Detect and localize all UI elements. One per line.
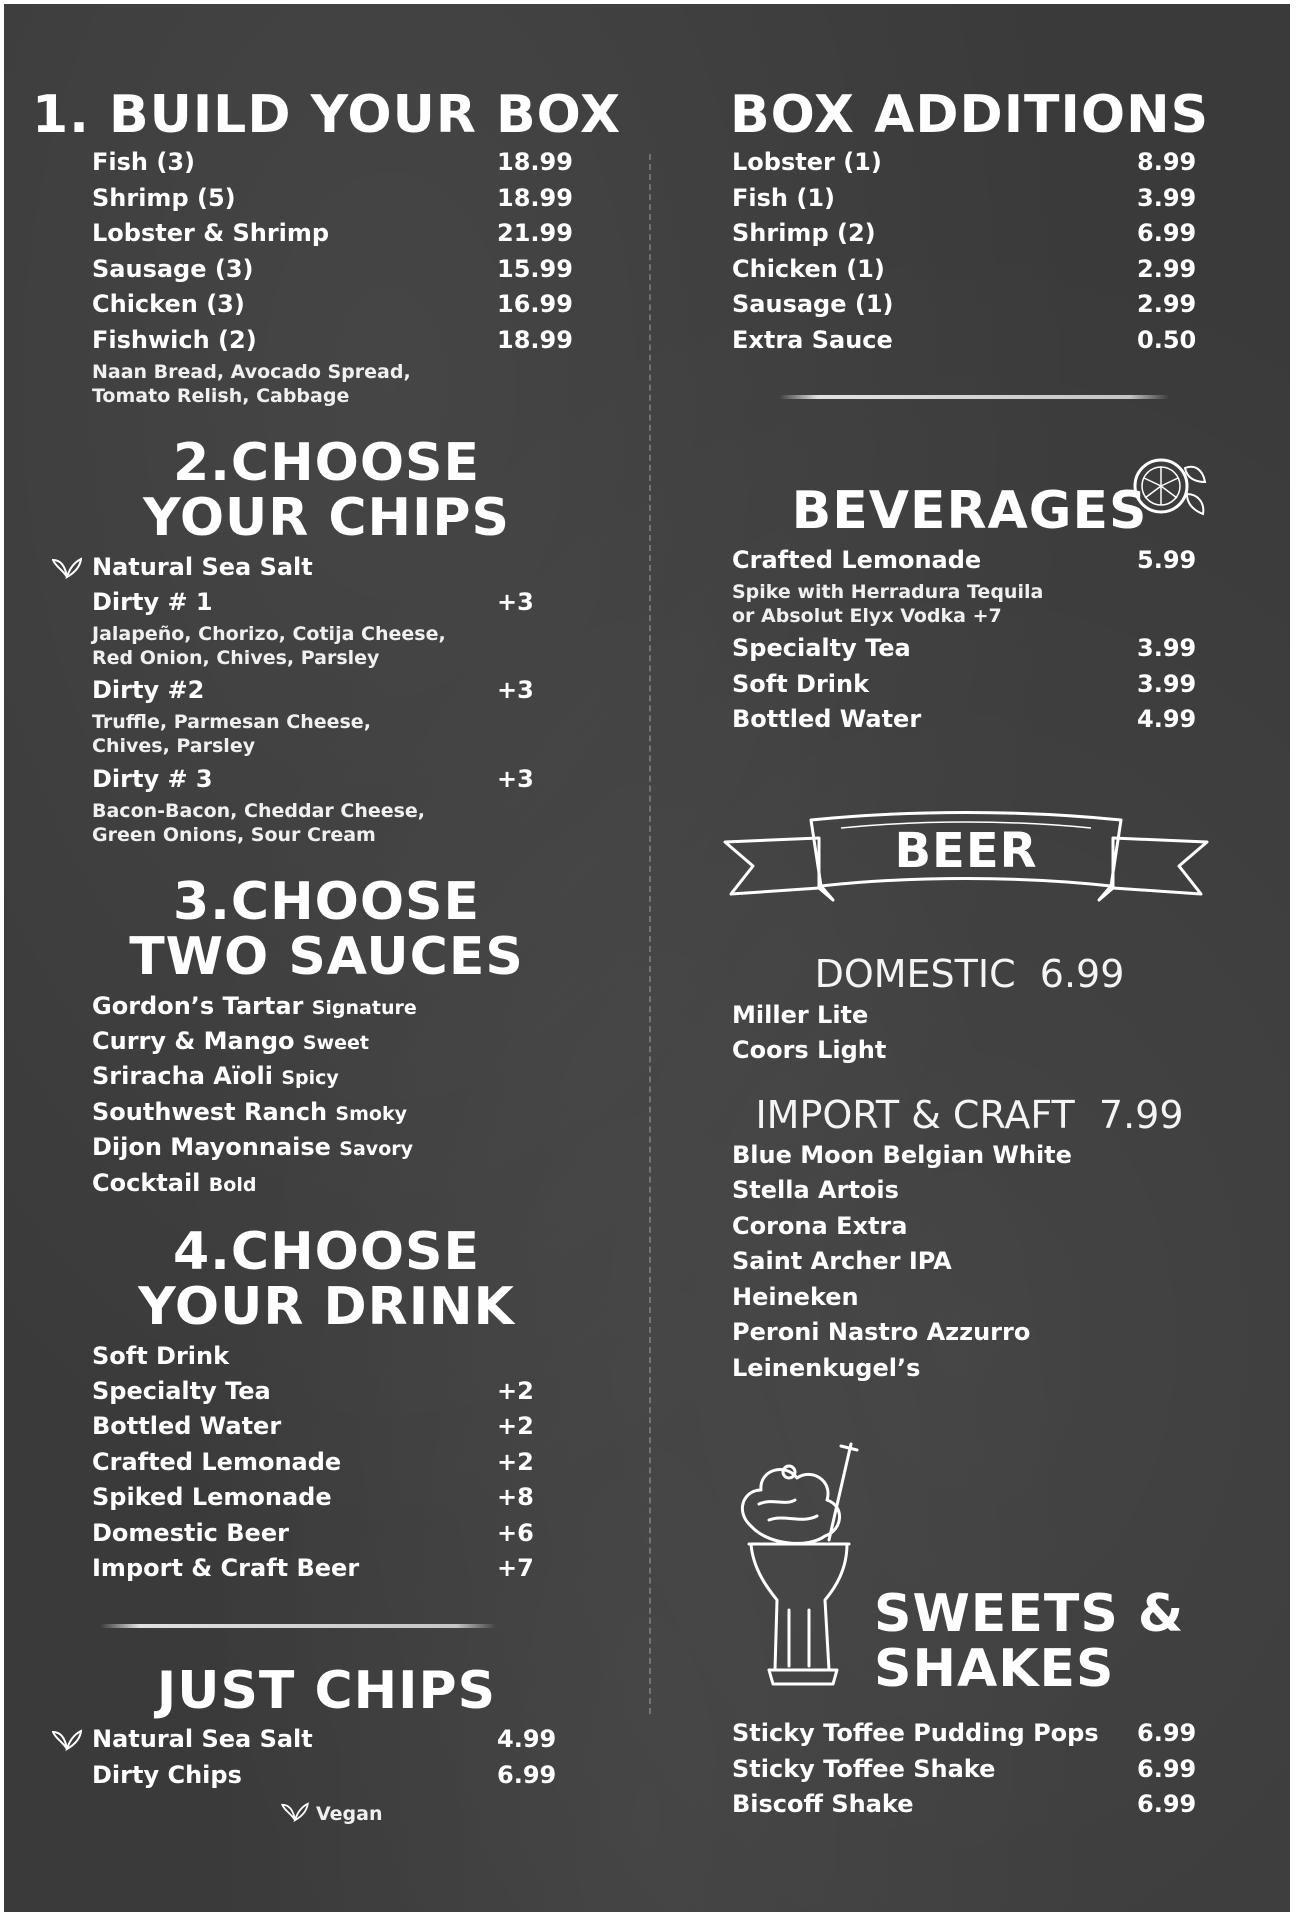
import-heading: [649, 1095, 1290, 1135]
leaf-icon: [281, 1802, 309, 1822]
menu-item: Natural Sea Salt: [92, 553, 313, 581]
menu-price: 4.99: [497, 1725, 557, 1753]
menu-price: 0.50: [1137, 326, 1197, 354]
menu-price: 3.99: [1137, 634, 1197, 662]
menu-item: Sticky Toffee Pudding Pops: [732, 1719, 1099, 1747]
beer-item: Coors Light: [732, 1036, 887, 1064]
beverages-title: BEVERAGES: [791, 481, 1148, 541]
sauce-name: Gordon’s Tartar: [92, 992, 304, 1020]
beer-item: Corona Extra: [732, 1212, 908, 1240]
menu-price: 2.99: [1137, 255, 1197, 283]
item-description: Naan Bread, Avocado Spread,: [92, 361, 411, 383]
menu-price: 18.99: [497, 148, 573, 176]
sauce-note: Sweet: [302, 1032, 369, 1054]
menu-item: Sausage (3): [92, 255, 254, 283]
sauce-name: Sriracha Aïoli: [92, 1062, 273, 1090]
menu-price: 15.99: [497, 255, 573, 283]
beer-item: Heineken: [732, 1283, 859, 1311]
leaf-icon: [52, 1729, 82, 1751]
menu-price: 4.99: [1137, 705, 1197, 733]
menu-price: 21.99: [497, 219, 573, 247]
menu-price: 5.99: [1137, 546, 1197, 574]
item-description: Tomato Relish, Cabbage: [92, 385, 350, 407]
menu-item: Dirty Chips: [92, 1761, 242, 1789]
domestic-label: DOMESTIC: [814, 952, 1016, 996]
menu-price: 16.99: [497, 290, 573, 318]
sweets-title: SHAKES: [874, 1639, 1115, 1699]
item-description: Chives, Parsley: [92, 735, 256, 757]
menu-price: 18.99: [497, 326, 573, 354]
sweets-title: SWEETS &: [874, 1584, 1185, 1644]
milkshake-icon: [729, 1440, 869, 1700]
beer-item: Saint Archer IPA: [732, 1247, 952, 1275]
menu-item: Import & Craft Beer: [92, 1554, 360, 1582]
menu-item: Lobster (1): [732, 148, 882, 176]
drink-title: 4.CHOOSE: [173, 1222, 480, 1282]
beer-title: BEER: [894, 823, 1038, 879]
menu-item: Fish (3): [92, 148, 195, 176]
menu-item: Crafted Lemonade: [732, 546, 982, 574]
import-price: 7.99: [1098, 1093, 1184, 1137]
chips-title: 2.CHOOSE: [173, 433, 480, 493]
menu-item: Fishwich (2): [92, 326, 257, 354]
item-description: Truffle, Parmesan Cheese,: [92, 711, 371, 733]
build-box-title: 1. BUILD YOUR BOX: [31, 85, 622, 145]
menu-item: Specialty Tea: [732, 634, 911, 662]
menu-item: Domestic Beer: [92, 1519, 289, 1547]
import-label: IMPORT & CRAFT: [755, 1093, 1075, 1137]
domestic-heading: [649, 954, 1290, 994]
menu-item: Shrimp (5): [92, 184, 236, 212]
menu-item: Bottled Water: [732, 705, 922, 733]
sauce-note: Signature: [311, 997, 417, 1019]
sauce-item: [92, 1169, 256, 1199]
menu-item: Sticky Toffee Shake: [732, 1755, 996, 1783]
sauce-item: [92, 1027, 369, 1057]
just-chips-title: JUST CHIPS: [156, 1661, 497, 1721]
menu-price: +6: [497, 1519, 534, 1547]
sauce-name: Curry & Mango: [92, 1027, 295, 1055]
sauce-name: Dijon Mayonnaise: [92, 1133, 331, 1161]
sauce-item: [92, 1133, 413, 1163]
item-description: or Absolut Elyx Vodka +7: [732, 605, 1002, 627]
menu-price: +2: [497, 1448, 534, 1476]
beer-item: Miller Lite: [732, 1001, 869, 1029]
menu-item: Soft Drink: [732, 670, 870, 698]
sauce-name: Cocktail: [92, 1169, 201, 1197]
menu-price: 3.99: [1137, 670, 1197, 698]
sauce-note: Smoky: [335, 1103, 407, 1125]
menu-item: Dirty # 3: [92, 765, 213, 793]
menu-item: Lobster & Shrimp: [92, 219, 330, 247]
menu-price: 6.99: [1137, 1755, 1197, 1783]
sauce-item: [92, 992, 417, 1022]
menu-item: Bottled Water: [92, 1412, 282, 1440]
chalkboard-menu: [4, 4, 1290, 1912]
menu-item: Fish (1): [732, 184, 835, 212]
sauce-item: [92, 1062, 339, 1092]
menu-price: 2.99: [1137, 290, 1197, 318]
menu-item: Dirty #2: [92, 676, 205, 704]
chips-title: YOUR CHIPS: [143, 488, 510, 548]
drink-title: YOUR DRINK: [138, 1277, 515, 1337]
sauce-note: Savory: [339, 1138, 413, 1160]
menu-item: Specialty Tea: [92, 1377, 271, 1405]
menu-item: Extra Sauce: [732, 326, 893, 354]
item-description: Jalapeño, Chorizo, Cotija Cheese,: [92, 623, 446, 645]
beer-item: Leinenkugel’s: [732, 1354, 921, 1382]
leaf-icon: [52, 557, 82, 579]
sauces-title: TWO SAUCES: [129, 927, 524, 987]
menu-price: +2: [497, 1377, 534, 1405]
menu-price: +3: [497, 676, 534, 704]
menu-price: 3.99: [1137, 184, 1197, 212]
menu-item: Dirty # 1: [92, 588, 213, 616]
domestic-price: 6.99: [1039, 952, 1125, 996]
beer-item: Peroni Nastro Azzurro: [732, 1318, 1031, 1346]
item-description: Spike with Herradura Tequila: [732, 581, 1044, 603]
item-description: Red Onion, Chives, Parsley: [92, 647, 380, 669]
menu-item: Natural Sea Salt: [92, 1725, 313, 1753]
chalk-divider: [779, 395, 1169, 399]
menu-price: +8: [497, 1483, 534, 1511]
menu-item: Chicken (3): [92, 290, 245, 318]
menu-price: +7: [497, 1554, 534, 1582]
sauces-title: 3.CHOOSE: [173, 872, 480, 932]
menu-item: Spiked Lemonade: [92, 1483, 332, 1511]
additions-title: BOX ADDITIONS: [729, 85, 1210, 145]
menu-price: +3: [497, 588, 534, 616]
sauce-name: Southwest Ranch: [92, 1098, 328, 1126]
column-divider: [649, 154, 651, 1714]
menu-price: +2: [497, 1412, 534, 1440]
item-description: Bacon-Bacon, Cheddar Cheese,: [92, 800, 426, 822]
menu-price: 8.99: [1137, 148, 1197, 176]
menu-item: Crafted Lemonade: [92, 1448, 342, 1476]
menu-item: Shrimp (2): [732, 219, 876, 247]
chalk-divider: [100, 1624, 496, 1628]
sauce-item: [92, 1098, 407, 1128]
sauce-note: Spicy: [281, 1067, 339, 1089]
sauce-note: Bold: [208, 1174, 257, 1196]
menu-price: +3: [497, 765, 534, 793]
menu-item: Sausage (1): [732, 290, 894, 318]
beer-item: Stella Artois: [732, 1176, 899, 1204]
menu-price: 6.99: [1137, 1790, 1197, 1818]
menu-item: Chicken (1): [732, 255, 885, 283]
menu-item: Biscoff Shake: [732, 1790, 914, 1818]
vegan-legend: Vegan: [316, 1803, 383, 1825]
menu-price: 6.99: [1137, 1719, 1197, 1747]
beer-item: Blue Moon Belgian White: [732, 1141, 1072, 1169]
menu-item: Soft Drink: [92, 1342, 230, 1370]
menu-price: 6.99: [497, 1761, 557, 1789]
menu-price: 6.99: [1137, 219, 1197, 247]
item-description: Green Onions, Sour Cream: [92, 824, 376, 846]
menu-price: 18.99: [497, 184, 573, 212]
